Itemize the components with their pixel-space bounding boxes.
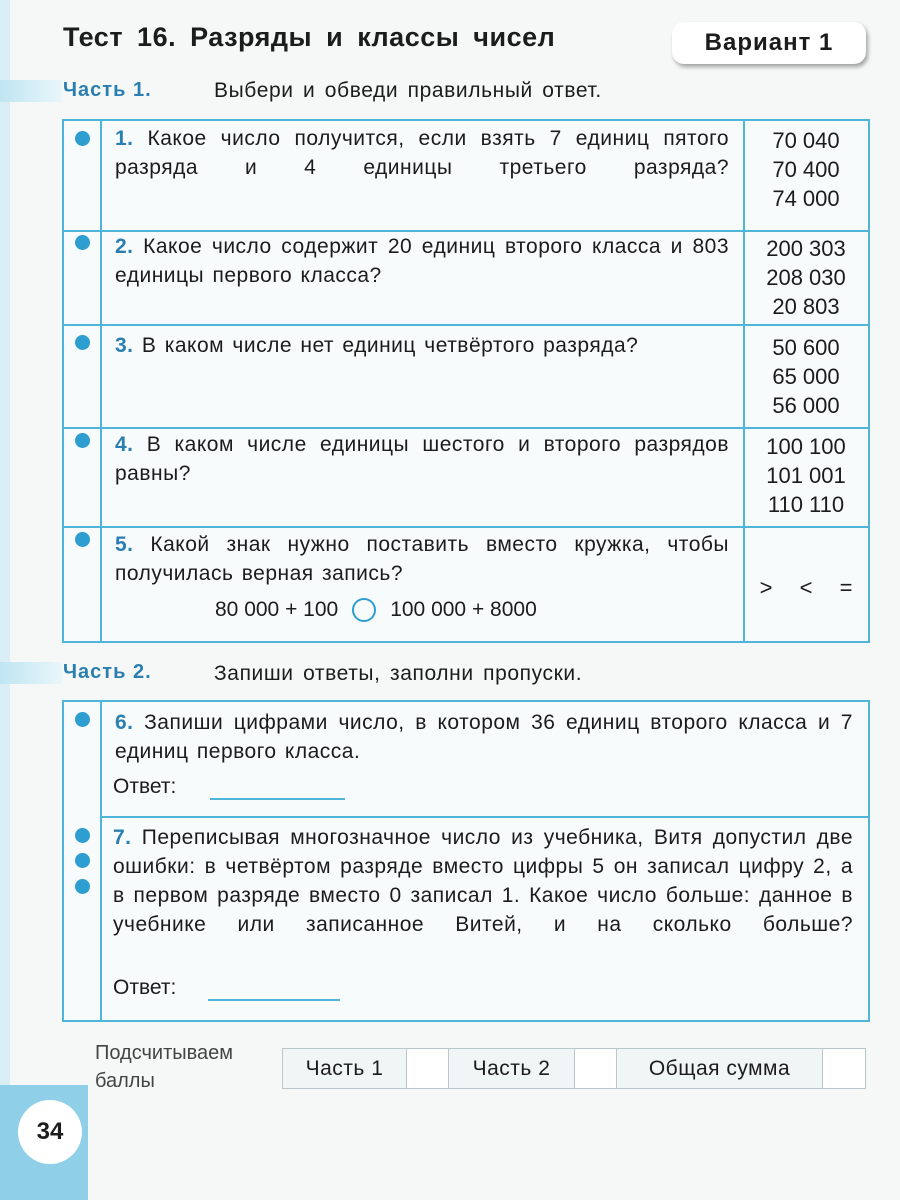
question-text: Какой знак нужно поставить вместо кружка, чтобы получилась верная запись? [115, 533, 729, 585]
question-1 [115, 124, 729, 182]
sign-circle-slot[interactable] [352, 598, 376, 622]
difficulty-dot [75, 879, 90, 894]
answer-option[interactable]: < [799, 575, 813, 600]
question-text: Какое число содержит 20 единиц второго класса и 803 единицы первого класса? [115, 235, 729, 287]
answer-option[interactable]: 20 803 [772, 294, 840, 319]
score-table [282, 1048, 866, 1089]
test-title: Тест 16. Разряды и классы чисел [63, 22, 556, 52]
part1-band [0, 80, 62, 102]
question-4 [115, 430, 729, 488]
part1-label: Часть 1. [63, 79, 152, 101]
row-divider [64, 324, 868, 326]
answer-input-line[interactable] [210, 798, 345, 800]
score-total-label: Общая сумма [617, 1049, 823, 1088]
question-number: 7. [113, 826, 132, 849]
answer-option[interactable]: 200 303 [766, 236, 846, 261]
answer-option[interactable]: 74 000 [772, 186, 840, 211]
part1-instruction: Выбери и обведи правильный ответ. [214, 79, 602, 102]
difficulty-dot [75, 712, 90, 727]
left-decor-strip [0, 0, 10, 1200]
score-title-line: Подсчитываем [95, 1042, 234, 1064]
answer-option[interactable]: 70 400 [772, 157, 840, 182]
row-divider [64, 427, 868, 429]
difficulty-dot [75, 433, 90, 448]
comparison-expression [215, 598, 537, 622]
answer-option[interactable]: 100 100 [766, 434, 846, 459]
difficulty-dot [75, 235, 90, 250]
expression-right: 100 000 + 8000 [390, 598, 537, 621]
question-number: 2. [115, 235, 134, 258]
question-text: В каком числе нет единиц четвёртого разряда? [141, 334, 639, 357]
answer-input-line[interactable] [208, 999, 340, 1001]
answer-option[interactable]: 65 000 [772, 364, 840, 389]
difficulty-dot [75, 335, 90, 350]
question-number: 6. [115, 711, 134, 734]
question-text: В каком числе единицы шестого и второго разрядов равны? [115, 433, 729, 485]
score-part2-label: Часть 2 [449, 1049, 575, 1088]
variant-badge: Вариант 1 [672, 22, 866, 64]
part1-options-divider [743, 121, 745, 641]
question-text: Переписывая многозначное число из учебника, Витя допустил две ошибки: в четвёртом разряде вместо цифры 5 он записал цифру 2, а в первом разряде вместо 0 записал 1. Какое число больше: данное в учебнике или записанное Витей, и на сколько больше? [113, 826, 854, 936]
question-number: 4. [115, 433, 134, 456]
score-title-line: баллы [95, 1070, 155, 1092]
difficulty-dot [75, 131, 90, 146]
answer-option[interactable]: 110 110 [767, 492, 845, 517]
question-5 [115, 530, 729, 588]
answer-label: Ответ: [113, 775, 177, 798]
question-text: Запиши цифрами число, в котором 36 единиц второго класса и 7 единиц первого класса. [115, 711, 853, 763]
score-total-field[interactable] [823, 1049, 865, 1088]
question-6 [115, 708, 853, 766]
part2-instruction: Запиши ответы, заполни пропуски. [214, 662, 583, 685]
answer-option[interactable]: 56 000 [772, 393, 840, 418]
row-divider [100, 816, 868, 818]
score-title [95, 1039, 233, 1095]
question-text: Какое число получится, если взять 7 единиц пятого разряда и 4 единицы третьего разряда? [115, 127, 729, 179]
answer-option[interactable]: 50 600 [772, 335, 840, 360]
expression-left: 80 000 + 100 [215, 598, 339, 621]
part2-left-divider [100, 702, 102, 1020]
part1-left-divider [100, 121, 102, 641]
question-2 [115, 232, 729, 290]
answer-option[interactable]: > [759, 575, 773, 600]
question-number: 1. [115, 127, 134, 150]
question-number: 5. [115, 533, 134, 556]
part2-label: Часть 2. [63, 661, 152, 683]
difficulty-dot [75, 532, 90, 547]
question-7 [113, 823, 853, 939]
page-number: 34 [18, 1100, 82, 1164]
answer-label: Ответ: [113, 976, 177, 999]
answer-option[interactable]: 101 001 [766, 463, 846, 488]
row-divider [64, 526, 868, 528]
answer-option[interactable]: 208 030 [766, 265, 846, 290]
difficulty-dot [75, 853, 90, 868]
question-number: 3. [115, 334, 134, 357]
difficulty-dot [75, 828, 90, 843]
score-part1-field[interactable] [407, 1049, 449, 1088]
answer-option[interactable]: 70 040 [772, 128, 840, 153]
question-3 [115, 331, 729, 360]
score-part2-field[interactable] [575, 1049, 617, 1088]
answer-option[interactable]: = [839, 575, 853, 600]
part2-band [0, 662, 62, 684]
score-part1-label: Часть 1 [283, 1049, 407, 1088]
